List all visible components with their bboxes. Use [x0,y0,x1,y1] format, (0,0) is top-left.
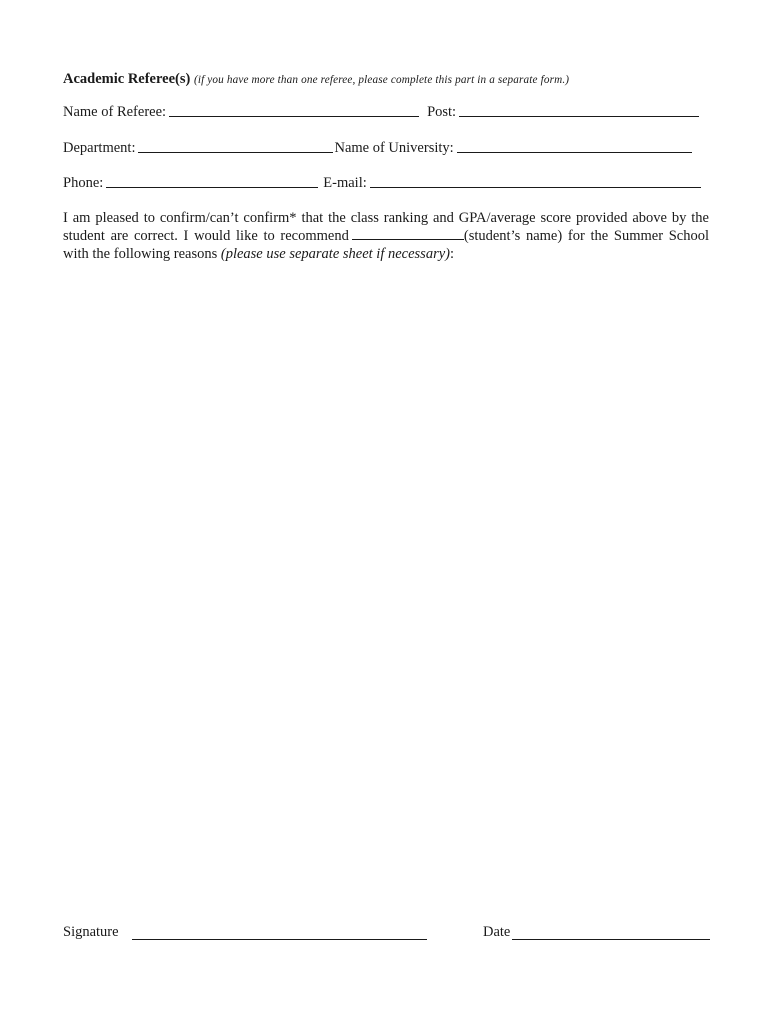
referee-name-field[interactable] [169,103,419,117]
department-row [63,138,709,157]
signature-row [63,923,710,947]
email-field[interactable] [370,174,701,188]
referee-name-label: Name of Referee: [63,104,167,120]
date-field[interactable] [512,939,710,940]
post-field[interactable] [459,103,699,117]
date-label: Date [483,924,511,940]
phone-field[interactable] [106,174,318,188]
university-field[interactable] [457,139,692,153]
email-label: E-mail: [323,175,367,191]
phone-label: Phone: [63,175,104,191]
referee-name-row [63,102,709,121]
contact-row [63,173,709,192]
university-label: Name of University: [334,140,454,156]
statement-text-2: (student’s name) for the Summer School with the following reasons [63,228,710,262]
section-title: Academic Referee(s) [63,71,191,87]
statement-colon: : [450,246,455,262]
section-heading [63,70,709,89]
student-name-field[interactable] [352,227,464,240]
post-label: Post: [427,104,457,120]
statement-text-1: I am pleased to confirm/can’t confirm* that the class ranking and GPA/average score provided above by the student are correct. I would like to recommend [63,210,709,244]
department-label: Department: [63,140,136,156]
department-field[interactable] [138,139,333,153]
statement-note: (please use separate sheet if necessary) [220,246,450,262]
section-note: (if you have more than one referee, please complete this part in a separate form.) [193,74,570,86]
signature-field[interactable] [132,939,427,940]
recommendation-statement [63,209,709,263]
signature-label: Signature [63,924,119,940]
